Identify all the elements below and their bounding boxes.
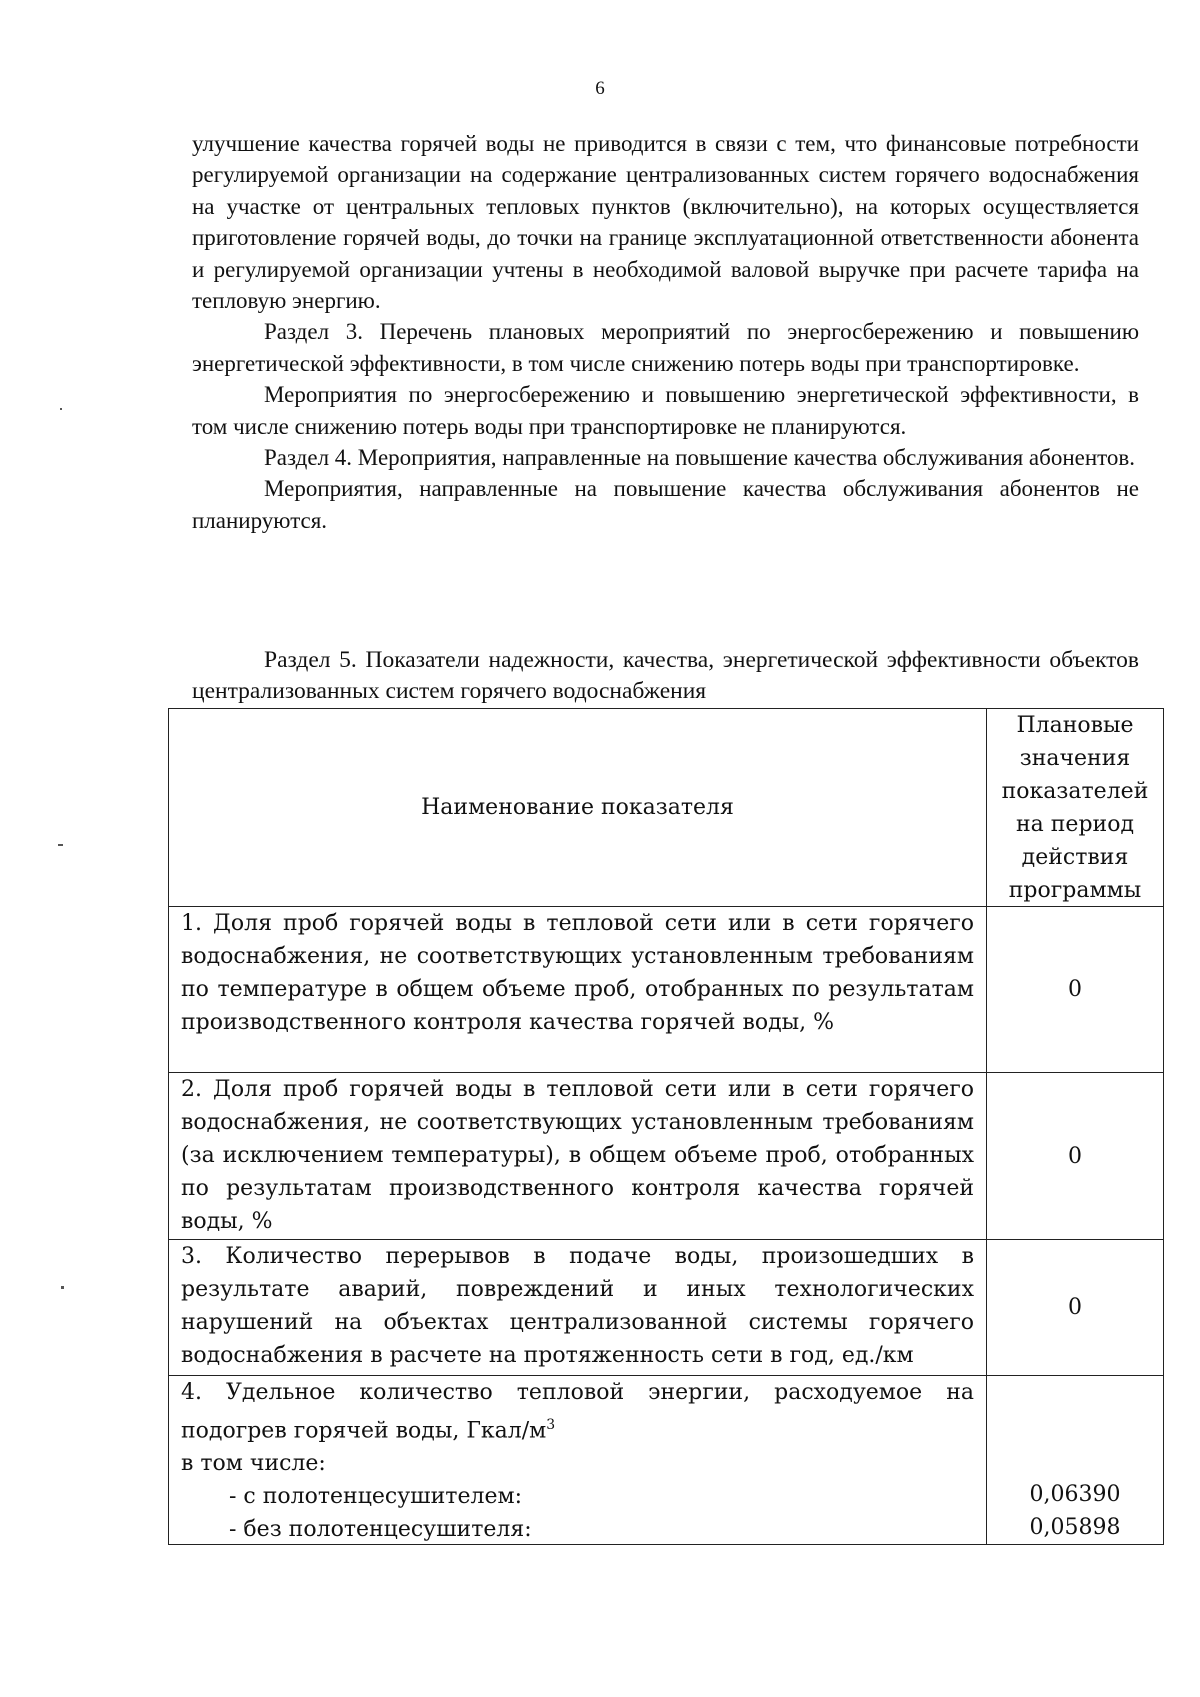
body-text: [192, 128, 1139, 536]
indicator-4-text-main: 4. Удельное количество тепловой энергии, расходуемое на подогрев горячей воды, Гкал/м: [181, 1380, 974, 1444]
indicator-2-text: 2. Доля проб горячей воды в тепловой сети или в сети горячего водоснабжения, не соответствующих установленным требованиям (за исключением температуры), в общем объеме проб, отобранных по результатам производственного контроля качества горячей воды, %: [181, 1077, 974, 1234]
indicator-4-sub1: - с полотенцесушителем:: [229, 1484, 522, 1510]
indicator-4-sub1-value: 0,06390: [1029, 1482, 1121, 1507]
margin-mark: [61, 1286, 64, 1289]
indicator-1-text: 1. Доля проб горячей воды в тепловой сети или в сети горячего водоснабжения, не соответствующих установленным требованиям по температуре в общем объеме проб, отобранных по результатам производственного контроля качества горячей воды, %: [181, 911, 974, 1035]
table-row: [169, 1073, 1163, 1240]
indicator-4-name: [169, 1376, 987, 1544]
indicator-1-value-text: 0: [1068, 977, 1082, 1002]
paragraph-section-3-body: Мероприятия по энергосбережению и повышению энергетической эффективности, в том числе снижению потерь воды при транспортировке не планируются.: [192, 382, 1139, 439]
indicator-1-value: [987, 907, 1163, 1072]
indicator-3-value: [987, 1240, 1163, 1375]
indicator-4-sub2-value: 0,05898: [1029, 1515, 1121, 1540]
section-5-heading: [192, 645, 1139, 707]
indicator-4-including: в том числе:: [181, 1451, 326, 1477]
indicator-3-name: [169, 1240, 987, 1375]
paragraph-section-3-title: Раздел 3. Перечень плановых мероприятий по энергосбережению и повышению энергетической эффективности, в том числе снижению потерь воды при транспортировке.: [192, 319, 1139, 376]
indicator-2-value: [987, 1073, 1163, 1239]
page-number: 6: [595, 78, 605, 99]
indicator-3-value-text: 0: [1068, 1295, 1082, 1320]
indicator-3-text: 3. Количество перерывов в подаче воды, произошедших в результате аварий, повреждений и иных технологических нарушений на объектах централизованной системы горячего водоснабжения в расчете на протяженность сети в год, ед./км: [181, 1244, 974, 1368]
table-row: [169, 1376, 1163, 1544]
indicators-table: [168, 708, 1164, 1545]
indicator-1-name: [169, 907, 987, 1072]
indicator-2-name: [169, 1073, 987, 1239]
table-row: [169, 1240, 1163, 1376]
indicator-2-value-text: 0: [1068, 1143, 1082, 1169]
paragraph-section-4-body: Мероприятия, направленные на повышение качества обслуживания абонентов не планируются.: [192, 476, 1139, 533]
table-row: [169, 907, 1163, 1073]
indicator-4-values: [987, 1376, 1163, 1544]
table-header-row: [169, 709, 1163, 907]
indicator-4-text: [181, 1376, 974, 1447]
indicator-4-sub2: - без полотенцесушителя:: [229, 1517, 532, 1543]
header-indicator-name: [169, 709, 987, 906]
margin-mark: [60, 408, 62, 410]
header-planned-values: [987, 709, 1163, 906]
header-planned-values-text: Плановые значения показателей на период действия программы: [1001, 712, 1149, 903]
paragraph-section-4-title: Раздел 4. Мероприятия, направленные на повышение качества обслуживания абонентов.: [264, 445, 1136, 471]
margin-mark: [58, 844, 63, 846]
paragraph-section-5-title: Раздел 5. Показатели надежности, качества, энергетической эффективности объектов централизованных систем горячего водоснабжения: [192, 647, 1139, 704]
indicator-4-unit-superscript: 3: [546, 1417, 556, 1433]
paragraph-continuation: улучшение качества горячей воды не приводится в связи с тем, что финансовые потребности регулируемой организации на содержание централизованных систем горячего водоснабжения на участке от центральных тепловых пунктов (включительно), на которых осуществляется приготовление горячей воды, до точки на границе эксплуатационной ответственности абонента и регулируемой организации учтены в необходимой валовой выручке при расчете тарифа на тепловую энергию.: [192, 131, 1139, 314]
header-indicator-name-text: Наименование показателя: [421, 795, 734, 820]
